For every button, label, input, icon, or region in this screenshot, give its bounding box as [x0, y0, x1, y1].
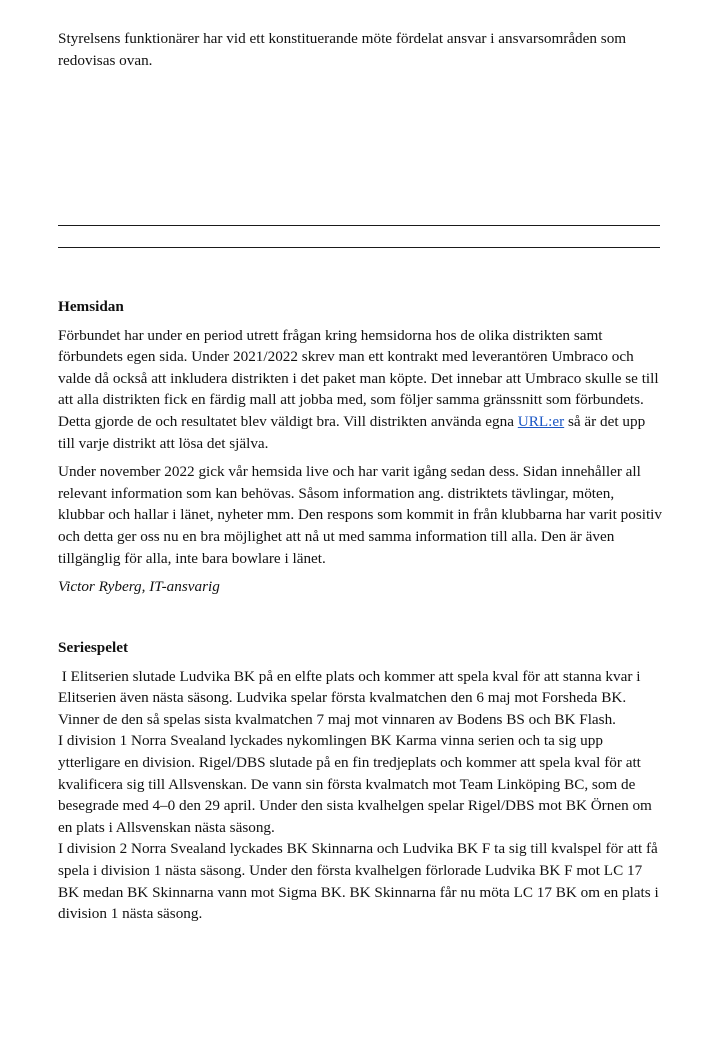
section-seriespelet	[58, 637, 662, 925]
section-heading-hemsidan: Hemsidan	[58, 298, 124, 315]
section-hemsidan	[58, 296, 662, 598]
seriespelet-paragraph-division-1: I division 1 Norra Svealand lyckades nykomlingen BK Karma vinna serien och ta sig upp ytterligare en division. Rigel/DBS slutade på en fin tredjeplats och kommer att spela kval för att kvalificera sig till Allsvenskan. De vann sin första kvalmatch mot Team Linköping BC, som de besegrade med 4–0 den 29 april. Under den sista kvalhelgen spelar Rigel/DBS mot BK Örnen om en plats i Allsvenskan nästa säsong.	[58, 732, 652, 836]
hemsidan-paragraph-2: Under november 2022 gick vår hemsida live och har varit igång sedan dess. Sidan innehåller all relevant information som kan behövas. Såsom information ang. distriktets tävlingar, möten, klubbar och hallar i länet, nyheter mm. Den respons som kommit in från klubbarna har varit positiv och detta ger oss nu en bra möjlighet att nå ut med samma information till alla. Den är även tillgänglig för alla, inte bara bowlare i länet.	[58, 463, 662, 567]
hemsidan-p1-text-after-link: så är det upp till varje distrikt att lösa det själva.	[58, 412, 646, 452]
signature: Victor Ryberg, IT-ansvarig	[58, 578, 220, 596]
seriespelet-paragraph-division-2: I division 2 Norra Svealand lyckades BK Skinnarna och Ludvika BK F ta sig till kvalspel för att få spela i division 1 nästa säsong. Under den första kvalhelgen förlorade Ludvika BK F mot LC 17 BK medan BK Skinnarna vann mot Sigma BK. BK Skinnarna får nu möta LC 17 BK om en plats i division 1 nästa säsong.	[58, 840, 659, 923]
horizontal-rule-top	[58, 225, 660, 226]
hemsidan-p1-text-before-link: Förbundet har under en period utrett frågan kring hemsidorna hos de olika distrikten samt förbundets egen sida. Under 2021/2022 skrev man ett kontrakt med leverantören Umbraco och valde då också att inkludera distrikten i det paket man köpte. Det innebar att Umbraco skulle se till att alla distrikten fick en färdig mall att jobba med, som följer samma gränssnitt som förbundets. Detta gjorde de och resultatet blev väldigt bra. Vill distrikten använda egna	[58, 326, 659, 430]
hemsidan-paragraph-1	[58, 325, 662, 455]
horizontal-rule-bottom	[58, 247, 660, 248]
url-link[interactable]: URL:er	[517, 412, 565, 430]
section-heading-seriespelet: Seriespelet	[58, 639, 129, 656]
seriespelet-paragraph-elitserien: I Elitserien slutade Ludvika BK på en elfte plats och kommer att spela kval för att stanna kvar i Elitserien även nästa säsong. Ludvika spelar första kvalmatchen den 6 maj mot Forsheda BK. Vinner de den så spelas sista kvalmatchen 7 maj mot vinnaren av Bodens BS och BK Flash.	[58, 667, 645, 728]
intro-paragraph: Styrelsens funktionärer har vid ett konstituerande möte fördelat ansvar i ansvarsområden som redovisas ovan.	[58, 30, 627, 69]
